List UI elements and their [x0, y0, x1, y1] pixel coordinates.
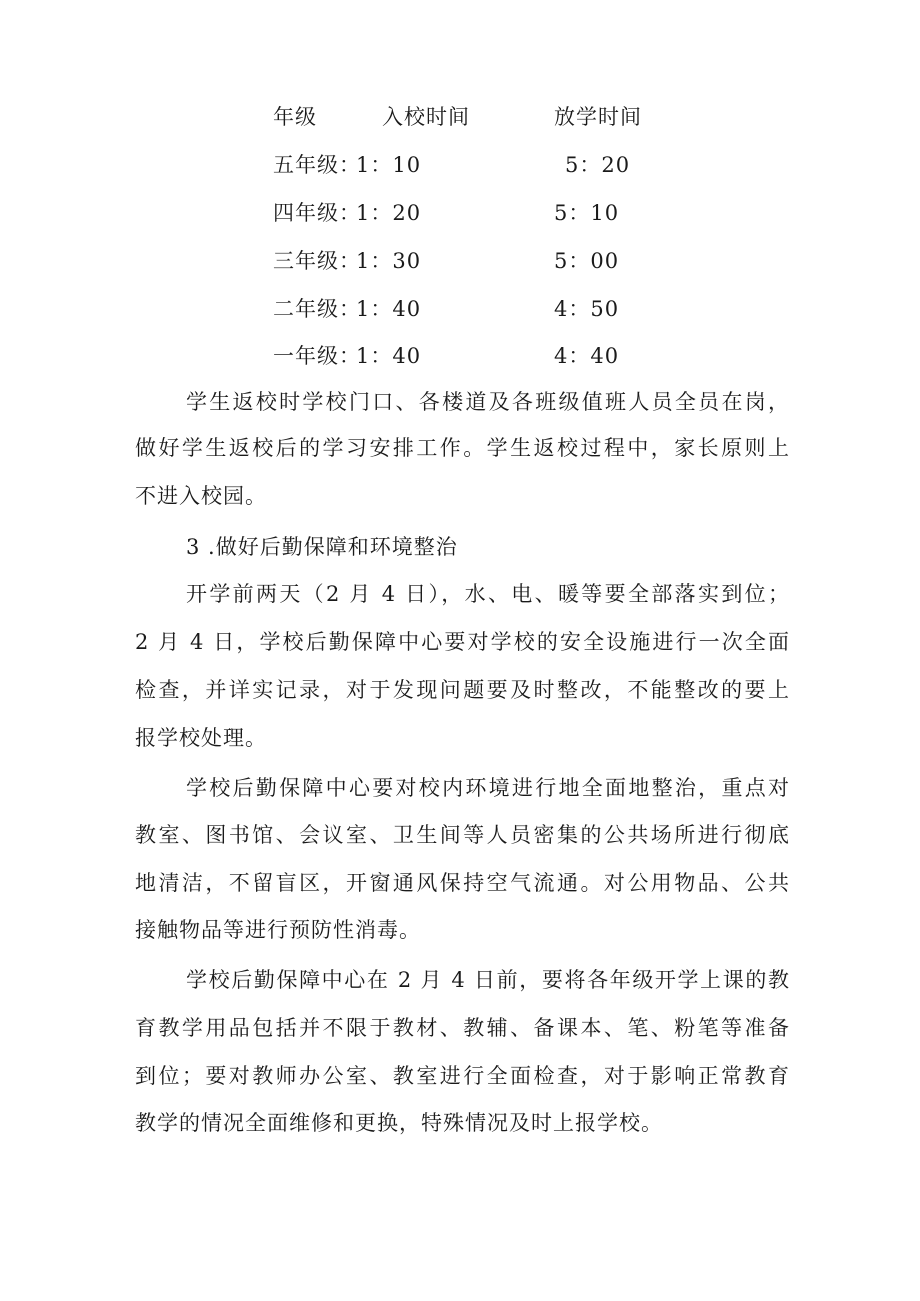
header-arrival: 入校时间 — [382, 105, 470, 129]
row-grade: 三年级： — [273, 249, 361, 273]
paragraph-line: 开学前两天（2 月 4 日），水、电、暖等要全部落实到位； — [186, 582, 790, 606]
paragraph-line: 不进入校园。 — [135, 484, 267, 508]
row-arrival: 1：20 — [356, 201, 422, 225]
row-grade: 一年级： — [273, 344, 361, 368]
paragraph-line: 学生返校时学校门口、各楼道及各班级值班人员全员在岗， — [186, 390, 790, 414]
paragraph-line: 检查，并详实记录，对于发现问题要及时整改，不能整改的要上 — [135, 678, 790, 702]
header-dismissal: 放学时间 — [554, 105, 642, 129]
paragraph-line: 学校后勤保障中心在 2 月 4 日前，要将各年级开学上课的教 — [186, 968, 790, 992]
row-grade: 二年级： — [273, 297, 361, 321]
row-dismissal: 4：50 — [554, 297, 620, 321]
header-grade: 年级 — [273, 105, 317, 129]
row-arrival: 1：40 — [356, 297, 422, 321]
row-arrival: 1：40 — [356, 344, 422, 368]
row-dismissal: 5：10 — [554, 201, 620, 225]
row-dismissal: 5：20 — [565, 153, 631, 177]
row-dismissal: 4：40 — [554, 344, 620, 368]
row-grade: 四年级： — [273, 201, 361, 225]
paragraph-line: 2 月 4 日，学校后勤保障中心要对学校的安全设施进行一次全面 — [135, 630, 790, 654]
paragraph-line: 学校后勤保障中心要对校内环境进行地全面地整治，重点对 — [186, 776, 790, 800]
section-heading: 3 .做好后勤保障和环境整治 — [186, 535, 458, 559]
row-dismissal: 5：00 — [554, 249, 620, 273]
row-arrival: 1：10 — [356, 153, 422, 177]
paragraph-line: 地清洁，不留盲区，开窗通风保持空气流通。对公用物品、公共 — [135, 871, 790, 895]
row-grade: 五年级： — [273, 153, 361, 177]
paragraph-line: 教室、图书馆、会议室、卫生间等人员密集的公共场所进行彻底 — [135, 823, 790, 847]
paragraph-line: 接触物品等进行预防性消毒。 — [135, 918, 421, 942]
paragraph-line: 教学的情况全面维修和更换，特殊情况及时上报学校。 — [135, 1111, 663, 1135]
paragraph-line: 到位；要对教师办公室、教室进行全面检查，对于影响正常教育 — [135, 1064, 790, 1088]
paragraph-line: 育教学用品包括并不限于教材、教辅、备课本、笔、粉笔等准备 — [135, 1016, 790, 1040]
row-arrival: 1：30 — [356, 249, 422, 273]
paragraph-line: 做好学生返校后的学习安排工作。学生返校过程中，家长原则上 — [135, 436, 790, 460]
paragraph-line: 报学校处理。 — [135, 726, 267, 750]
